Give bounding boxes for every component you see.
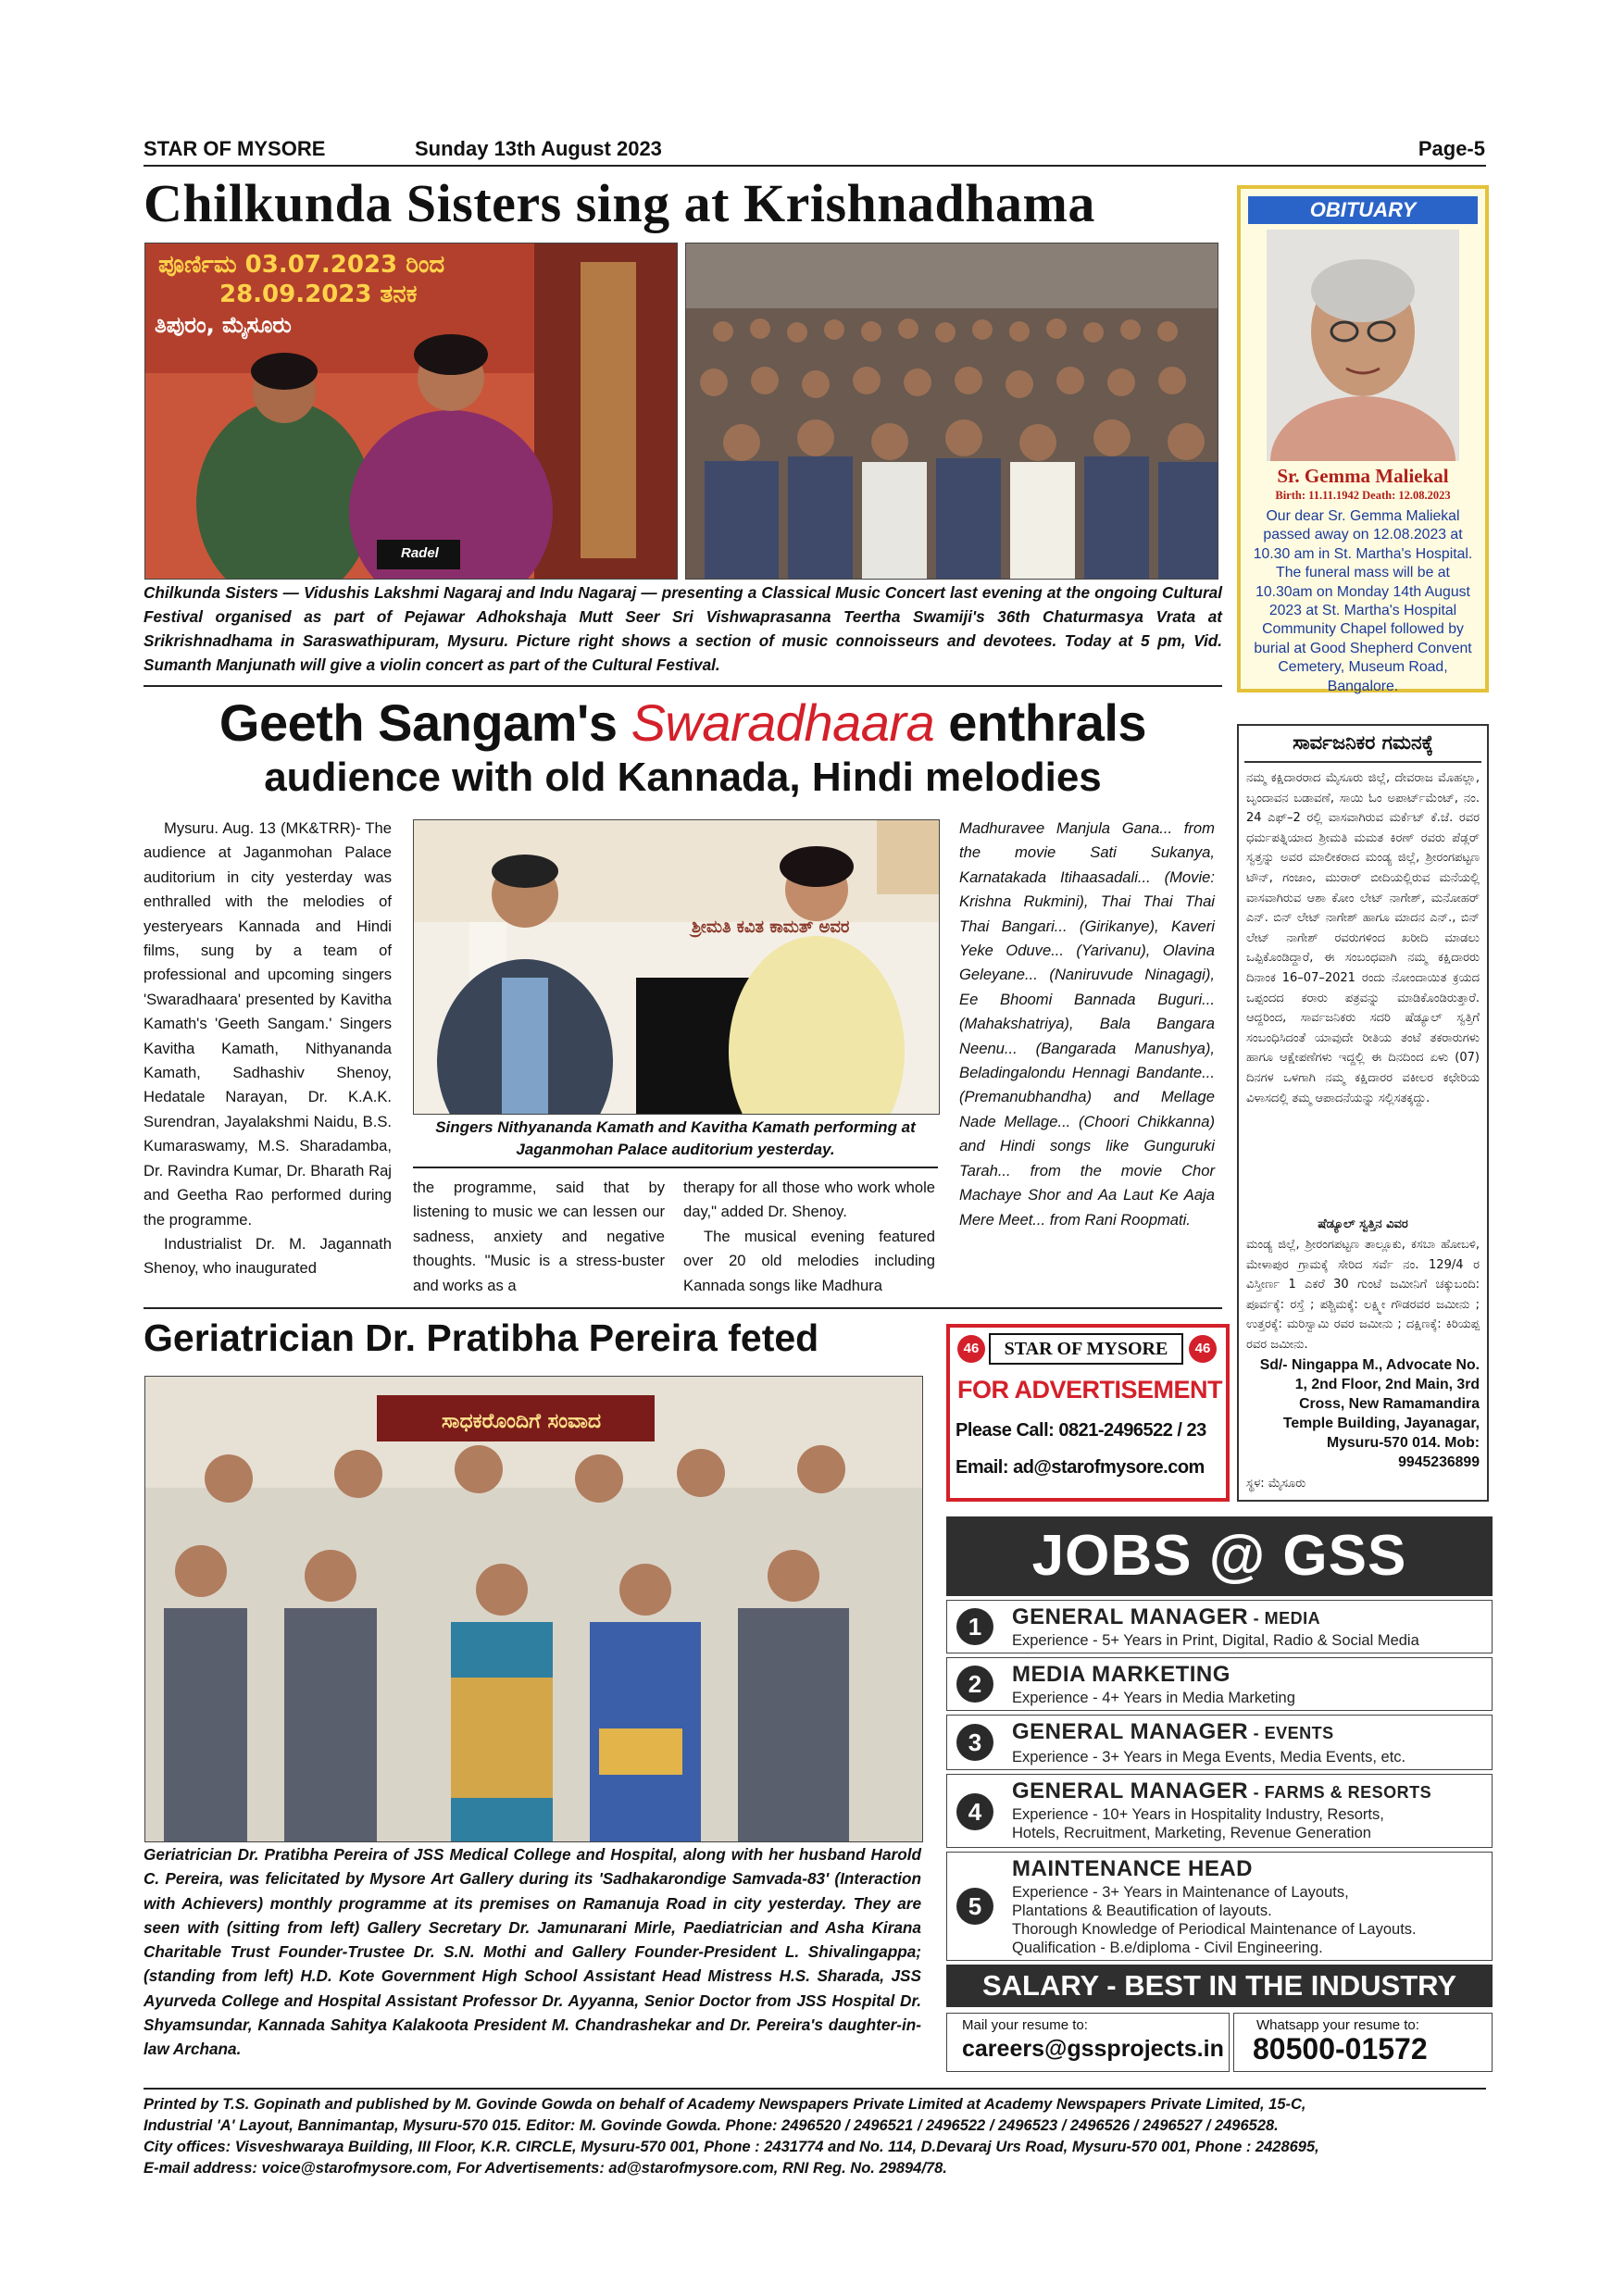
job-number: 5 — [956, 1888, 993, 1925]
job-line: Experience - 10+ Years in Hospitality Industry, Resorts, — [1012, 1806, 1384, 1823]
footer-line-3: City offices: Visveshwaraya Building, III Floor, K.R. CIRCLE, Mysuru-570 001, Phone : 2431774 and No. 114, D.Devaraj Urs Road, Mysuru-570 001, Phone : 2428695, — [144, 2139, 1319, 2155]
job-title-suffix: - MEDIA — [1248, 1609, 1321, 1628]
story2-subheadline: audience with old Kannada, Hindi melodies — [264, 755, 1102, 800]
job-number: 3 — [956, 1724, 993, 1761]
job-title-text: GENERAL MANAGER — [1012, 1719, 1249, 1744]
obituary-label: OBITUARY — [1248, 196, 1478, 224]
obituary-text: Our dear Sr. Gemma Maliekal passed away on 12.08.2023 at 10.30 am in St. Martha's Hospital. The funeral mass will be at 10.30am on Monday 14th August 2023 at St. Martha's Hospital Community Chapel followed by burial at Good Shepherd Convent Cemetery, Museum Road, Bangalore. — [1253, 508, 1473, 694]
header-rule — [144, 165, 1486, 167]
story3-headline: Geriatrician Dr. Pratibha Pereira feted — [144, 1316, 819, 1359]
paper-name: STAR OF MYSORE — [144, 137, 326, 160]
job-title-text: MAINTENANCE HEAD — [1012, 1856, 1253, 1881]
jobs-mail-box — [946, 2013, 1230, 2072]
job-line: Experience - 3+ Years in Maintenance of Layouts, — [1012, 1884, 1349, 1901]
photo-banner-line3: ತಿಪುರಂ, ಮೈಸೂರು — [155, 312, 292, 338]
story2-col3-p2: The musical evening featured over 20 old melodies including Kannada songs like Madhura — [683, 1227, 935, 1294]
public-notice-schedule-body: ಮಂಡ್ಯ ಜಿಲ್ಲೆ, ಶ್ರೀರಂಗಪಟ್ಟಣ ತಾಲ್ಲೂಕು, ಕಸಬಾ ಹೋಬಳಿ, ಮೇಳಾಪುರ ಗ್ರಾಮಕ್ಕೆ ಸೇರಿದ ಸರ್ವೆ ನಂ. 129/4 ರ ವಿಸ್ತೀರ್ಣ 1 ಎಕರೆ 30 ಗುಂಟೆ ಜಮೀನಿಗೆ ಚಕ್ಕುಬಂದಿ: ಪೂರ್ವಕ್ಕೆ: ರಸ್ತೆ ; ಪಶ್ಚಿಮಕ್ಕೆ: ಲಕ್ಷ್ಮೀ ಗೌಡರವರ ಜಮೀನು ; ಉತ್ತರಕ್ಕೆ: ಮರಿಸ್ವಾಮಿ ರವರ ಜಮೀನು ; ದಕ್ಷಿಣಕ್ಕೆ: ಕಿರಿಯಪ್ಪ ರವರ ಜಮೀನು. — [1246, 1238, 1480, 1352]
job-title-text: MEDIA MARKETING — [1012, 1662, 1230, 1687]
jobs-mail-label: Mail your resume to: — [962, 2017, 1088, 2033]
job-title — [1012, 1662, 1230, 1688]
public-notice-title-rule — [1244, 761, 1481, 763]
jobs-whatsapp-label: Whatsapp your resume to: — [1256, 2017, 1419, 2033]
job-line: Qualification - B.e/diploma - Civil Engineering. — [1012, 1940, 1323, 1956]
job-number: 4 — [956, 1793, 993, 1830]
footer-rule — [144, 2088, 1486, 2090]
job-line: Experience - 3+ Years in Mega Events, Media Events, etc. — [1012, 1749, 1406, 1766]
job-item-2 — [946, 1657, 1493, 1711]
som-ad-email: Email: ad@starofmysore.com — [956, 1457, 1205, 1478]
som-brand: STAR OF MYSORE — [989, 1333, 1183, 1365]
story2-col3-p1: therapy for all those who work whole day," added Dr. Shenoy. — [683, 1179, 935, 1221]
story2-col2-p1: the programme, said that by listening to music we can lessen our sadness, anxiety and negative thoughts. "Music is a stress-buster and works as a — [413, 1179, 665, 1294]
job-title — [1012, 1719, 1334, 1745]
story1-rule — [144, 685, 1222, 687]
story2-end-rule — [144, 1307, 1222, 1309]
jobs-mail-address[interactable]: careers@gssprojects.in — [962, 2036, 1224, 2062]
jobs-salary-banner: SALARY - BEST IN THE INDUSTRY — [946, 1965, 1493, 2007]
obituary-portrait — [1267, 230, 1459, 461]
story3-caption: Geriatrician Dr. Pratibha Pereira of JSS Medical College and Hospital, along with her husband Harold C. Pereira, was felicitated by Mysore Art Gallery during its 'Sadhakarondige Samvada-83' (Interaction with Achievers) monthly programme at its premises on Ramanuja Road in city yesterday. They are seen with (sitting from left) Gallery Secretary Dr. Jamunarani Mirle, Paediatrician and Asha Kirana Charitable Trust Founder-Trustee Dr. S.N. Mothi and Gallery Founder-President L. Shivalingappa; (standing from left) H.D. Kote Government High School Assistant Head Mistress H.S. Sharada, JSS Ayurveda College and Hospital Assistant Professor Dr. Ayyanna, Senior Doctor from JSS Hospital Dr. Shyamsundar, Kannada Sahitya Kalakoota President M. Chandrashekar and Dr. Pereira's daughter-in-law Archana. — [144, 1845, 921, 2059]
job-title — [1012, 1604, 1320, 1630]
jobs-title: JOBS @ GSS — [946, 1516, 1493, 1596]
job-number: 2 — [956, 1666, 993, 1703]
singers-caption: Singers Nithyananda Kamath and Kavitha Kamath performing at Jaganmohan Palace auditorium yesterday. — [435, 1118, 916, 1158]
footer-imprint — [144, 2094, 1495, 2179]
device-label: Radel — [401, 545, 439, 561]
story2-headline-part2: enthrals — [934, 693, 1147, 752]
job-line: Thorough Knowledge of Periodical Maintenance of Layouts. — [1012, 1921, 1417, 1938]
som-badge-right: 46 — [1189, 1335, 1217, 1363]
photo-banner-line1: ಪೂರ್ಣಿಮ 03.07.2023 ರಿಂದ — [158, 251, 445, 279]
public-notice-title: ಸಾರ್ವಜನಿಕರ ಗಮನಕ್ಕೆ — [1293, 731, 1433, 754]
story1-caption: Chilkunda Sisters — Vidushis Lakshmi Nagaraj and Indu Nagaraj — presenting a Classical Music Concert last evening at the ongoing Cultural Festival organised as part of Pejawar Adhokshaja Mutt Seer Sri Vishwaprasanna Teertha Swamiji's 36th Chaturmasya Vrata at Srikrishnadhama in Saraswathipuram, Mysuru. Picture right shows a section of music connoisseurs and devotees. Today at 5 pm, Vid. Sumanth Manjunath will give a violin concert as part of the Cultural Festival. — [144, 583, 1222, 674]
job-title — [1012, 1856, 1253, 1882]
job-line: Hotels, Recruitment, Marketing, Revenue Generation — [1012, 1825, 1371, 1841]
story1-headline: Chilkunda Sisters sing at Krishnadhama — [144, 173, 1095, 233]
job-item-1 — [946, 1600, 1493, 1653]
story2-col4-p1: Madhuravee Manjula Gana... from the movie Sati Sukanya, Karnatakada Itihaasadali... (Movie: Krishna Rukmini), Thai Thai Thai Thai Bangari... (Girikanye), Kaveri Yeke Oduve... (Yarivanu), Olavina Geleyane... (Naniruvude Ninagagi), Ee Bhoomi Bannada Buguri... (Mahakshatriya), Bala Bangara Neenu... (Bangarada Manushya), Beladingalondu Hennagi Bandante... (Premanubhandha) and Mellage Nade Mellage... (Choori Chikkanna) and Hindi songs like Gunguruki Tarah... from the movie Chor Machaye Shor and Aa Laut Ke Aaja Mere Meet... from Rani Roopmati. — [959, 819, 1215, 1229]
som-badge-left: 46 — [957, 1335, 985, 1363]
obituary-box — [1237, 185, 1489, 693]
footer-line-1: Printed by T.S. Gopinath and published by M. Govinde Gowda on behalf of Academy Newspapers Private Limited at Academy Newspapers Private Limited, 15-C, — [144, 2096, 1306, 2113]
footer-line-4: E-mail address: voice@starofmysore.com, For Advertisements: ad@starofmysore.com, RNI Reg. No. 29894/78. — [144, 2160, 947, 2177]
footer-line-2: Industrial 'A' Layout, Bannimantap, Mysuru-570 015. Editor: M. Govinde Gowda. Phone: 2496520 / 2496521 / 2496522 / 2496523 / 2496526 / 2496527 / 2496528. — [144, 2117, 1279, 2134]
job-title — [1012, 1778, 1431, 1804]
felicitation-photo — [144, 1376, 923, 1842]
job-title-text: GENERAL MANAGER — [1012, 1778, 1249, 1803]
job-item-4 — [946, 1774, 1493, 1848]
story2-col2 — [413, 1176, 665, 1298]
job-item-5 — [946, 1852, 1493, 1961]
job-number: 1 — [956, 1608, 993, 1645]
chilkunda-sisters-photo — [144, 243, 678, 580]
som-ad-title: FOR ADVERTISEMENT — [957, 1376, 1223, 1404]
story2-col1 — [144, 817, 392, 1281]
singers-photo-banner: ಶ್ರೀಮತಿ ಕವಿತ ಕಾಮತ್ ಅವರ — [692, 917, 850, 937]
som-advertisement — [946, 1324, 1230, 1502]
story2-col1-p2: Industrialist Dr. M. Jagannath Shenoy, who inaugurated — [144, 1234, 392, 1278]
public-notice-schedule-title: ಷೆಡ್ಯೂಲ್ ಸ್ವತ್ತಿನ ವಿವರ — [1318, 1217, 1408, 1231]
public-notice-place: ಸ್ಥಳ: ಮೈಸೂರು — [1246, 1477, 1306, 1491]
story2-col3 — [683, 1176, 935, 1298]
page-number: Page-5 — [1418, 137, 1485, 160]
job-title-text: GENERAL MANAGER — [1012, 1604, 1249, 1629]
photo-banner-line2: 28.09.2023 ತನಕ — [219, 281, 418, 308]
job-line: Plantations & Beautification of layouts. — [1012, 1903, 1272, 1919]
audience-photo — [685, 243, 1218, 580]
obituary-name: Sr. Gemma Maliekal — [1277, 465, 1449, 487]
job-title-suffix: - FARMS & RESORTS — [1248, 1783, 1432, 1802]
singers-caption-rule — [413, 1167, 938, 1168]
job-line: Experience - 5+ Years in Print, Digital, Radio & Social Media — [1012, 1632, 1419, 1649]
story2-headline-italic: Swaradhaara — [631, 693, 935, 752]
jobs-whatsapp-box — [1233, 2013, 1493, 2072]
job-item-3 — [946, 1715, 1493, 1770]
singers-photo — [413, 819, 940, 1115]
public-notice-box — [1237, 724, 1489, 1502]
story2-col4 — [959, 817, 1215, 1232]
story2-headline — [144, 693, 1222, 753]
felicitation-photo-banner: ಸಾಧಕರೊಂದಿಗೆ ಸಂವಾದ — [442, 1410, 602, 1433]
som-ad-phone: Please Call: 0821-2496522 / 23 — [956, 1420, 1206, 1441]
job-title-suffix: - EVENTS — [1248, 1724, 1334, 1742]
public-notice-advocate: Sd/- Ningappa M., Advocate No. 1, 2nd Floor, 2nd Main, 3rd Cross, New Ramamandira Temple Building, Jayanagar, Mysuru-570 014. Mob: 9945236899 — [1259, 1357, 1480, 1470]
story2-headline-part1: Geeth Sangam's — [219, 693, 631, 752]
job-line: Experience - 4+ Years in Media Marketing — [1012, 1690, 1295, 1706]
jobs-whatsapp-number[interactable]: 80500-01572 — [1253, 2032, 1428, 2065]
issue-date: Sunday 13th August 2023 — [415, 137, 662, 160]
public-notice-body: ನಮ್ಮ ಕಕ್ಷಿದಾರರಾದ ಮೈಸೂರು ಜಿಲ್ಲೆ, ದೇವರಾಜ ಮೊಹಲ್ಲಾ, ಬೃಂದಾವನ ಬಡಾವಣೆ, ಸಾಯಿ ಓಂ ಅಪಾರ್ಟ್‌ಮೆಂಟ್, ನಂ. 24 ಎಫ್–2 ರಲ್ಲಿ ವಾಸವಾಗಿರುವ ಮರ್ಕೆಟ್ ಕೆ.ಜೆ. ರವರ ಧರ್ಮಪತ್ನಿಯಾದ ಶ್ರೀಮತಿ ಮಮತ ಕಿರಣ್ ರವರು ಪೆಡ್ಲರ್ ಸ್ವತ್ತನ್ನು ಅವರ ಮಾಲೀಕರಾದ ಮಂಡ್ಯ ಜಿಲ್ಲೆ, ಶ್ರೀರಂಗಪಟ್ಟಣ ಟೌನ್, ಗಂಜಾಂ, ಮುರಾರ್ ಬೀದಿಯಲ್ಲಿರುವ ಮನೆಯಲ್ಲಿ ವಾಸವಾಗಿರುವ ಆಶಾ ಕೋಂ ಲೇಟ್ ನಾಗೇಶ್, ಮನೋಹರ್ ಎನ್. ಬಿನ್ ಲೇಟ್ ನಾಗೇಶ್ ಹಾಗೂ ಮಾದನ ಎನ್., ಬಿನ್ ಲೇಟ್ ನಾಗೇಶ್ ರವರುಗಳಿಂದ ಖರೀದಿ ಮಾಡಲು ಒಪ್ಪಿಕೊಂಡಿದ್ದಾರೆ, ಈ ಸಂಬಂಧವಾಗಿ ನಮ್ಮ ಕಕ್ಷಿದಾರರು ದಿನಾಂಕ 16–07–2021 ರಂದು ನೋಂದಾಯಿತ ಕ್ರಯದ ಒಪ್ಪಂದದ ಕರಾರು ಪತ್ರವನ್ನು ಮಾಡಿಕೊಂಡಿರುತ್ತಾರೆ. ಆದ್ದರಿಂದ, ಸಾರ್ವಜನಿಕರು ಸದರಿ ಷೆಡ್ಯೂಲ್ ಸ್ವತ್ತಿಗೆ ಸಂಬಂಧಿಸಿದಂತೆ ಯಾವುದೇ ರೀತಿಯ ತಂಟೆ ತಕರಾರುಗಳು ಹಾಗೂ ಆಕ್ಷೇಪಣೆಗಳು ಇದ್ದಲ್ಲಿ ಈ ದಿನದಿಂದ ಏಳು (07) ದಿನಗಳ ಒಳಗಾಗಿ ನಮ್ಮ ಕಕ್ಷಿದಾರರ ವಕೀಲರ ಕಛೇರಿಯ ವಿಳಾಸದಲ್ಲಿ ತಮ್ಮ ಆಪಾದನೆಯನ್ನು ಸಲ್ಲಿಸತಕ್ಕದ್ದು. — [1246, 771, 1480, 1105]
story2-col1-p1: Mysuru. Aug. 13 (MK&TRR)- The audience at Jaganmohan Palace auditorium in city yesterday was enthralled with the melodies of yesteryears Kannada and Hindi films, sung by a team of professional and upcoming singers 'Swaradhaara' presented by Kavitha Kamath's 'Geeth Sangam.' Singers Kavitha Kamath, Nithyananda Kamath, Sadhashiv Shenoy, Hedatale Narayan, Dr. K.A.K. Surendran, Jayalakshmi Naidu, B.S. Kumaraswamy, M.S. Sharadamba, Dr. Ravindra Kumar, Dr. Bharath Raj and Geetha Rao performed during the programme. — [144, 819, 392, 1229]
obituary-dates: Birth: 11.11.1942 Death: 12.08.2023 — [1275, 489, 1451, 502]
